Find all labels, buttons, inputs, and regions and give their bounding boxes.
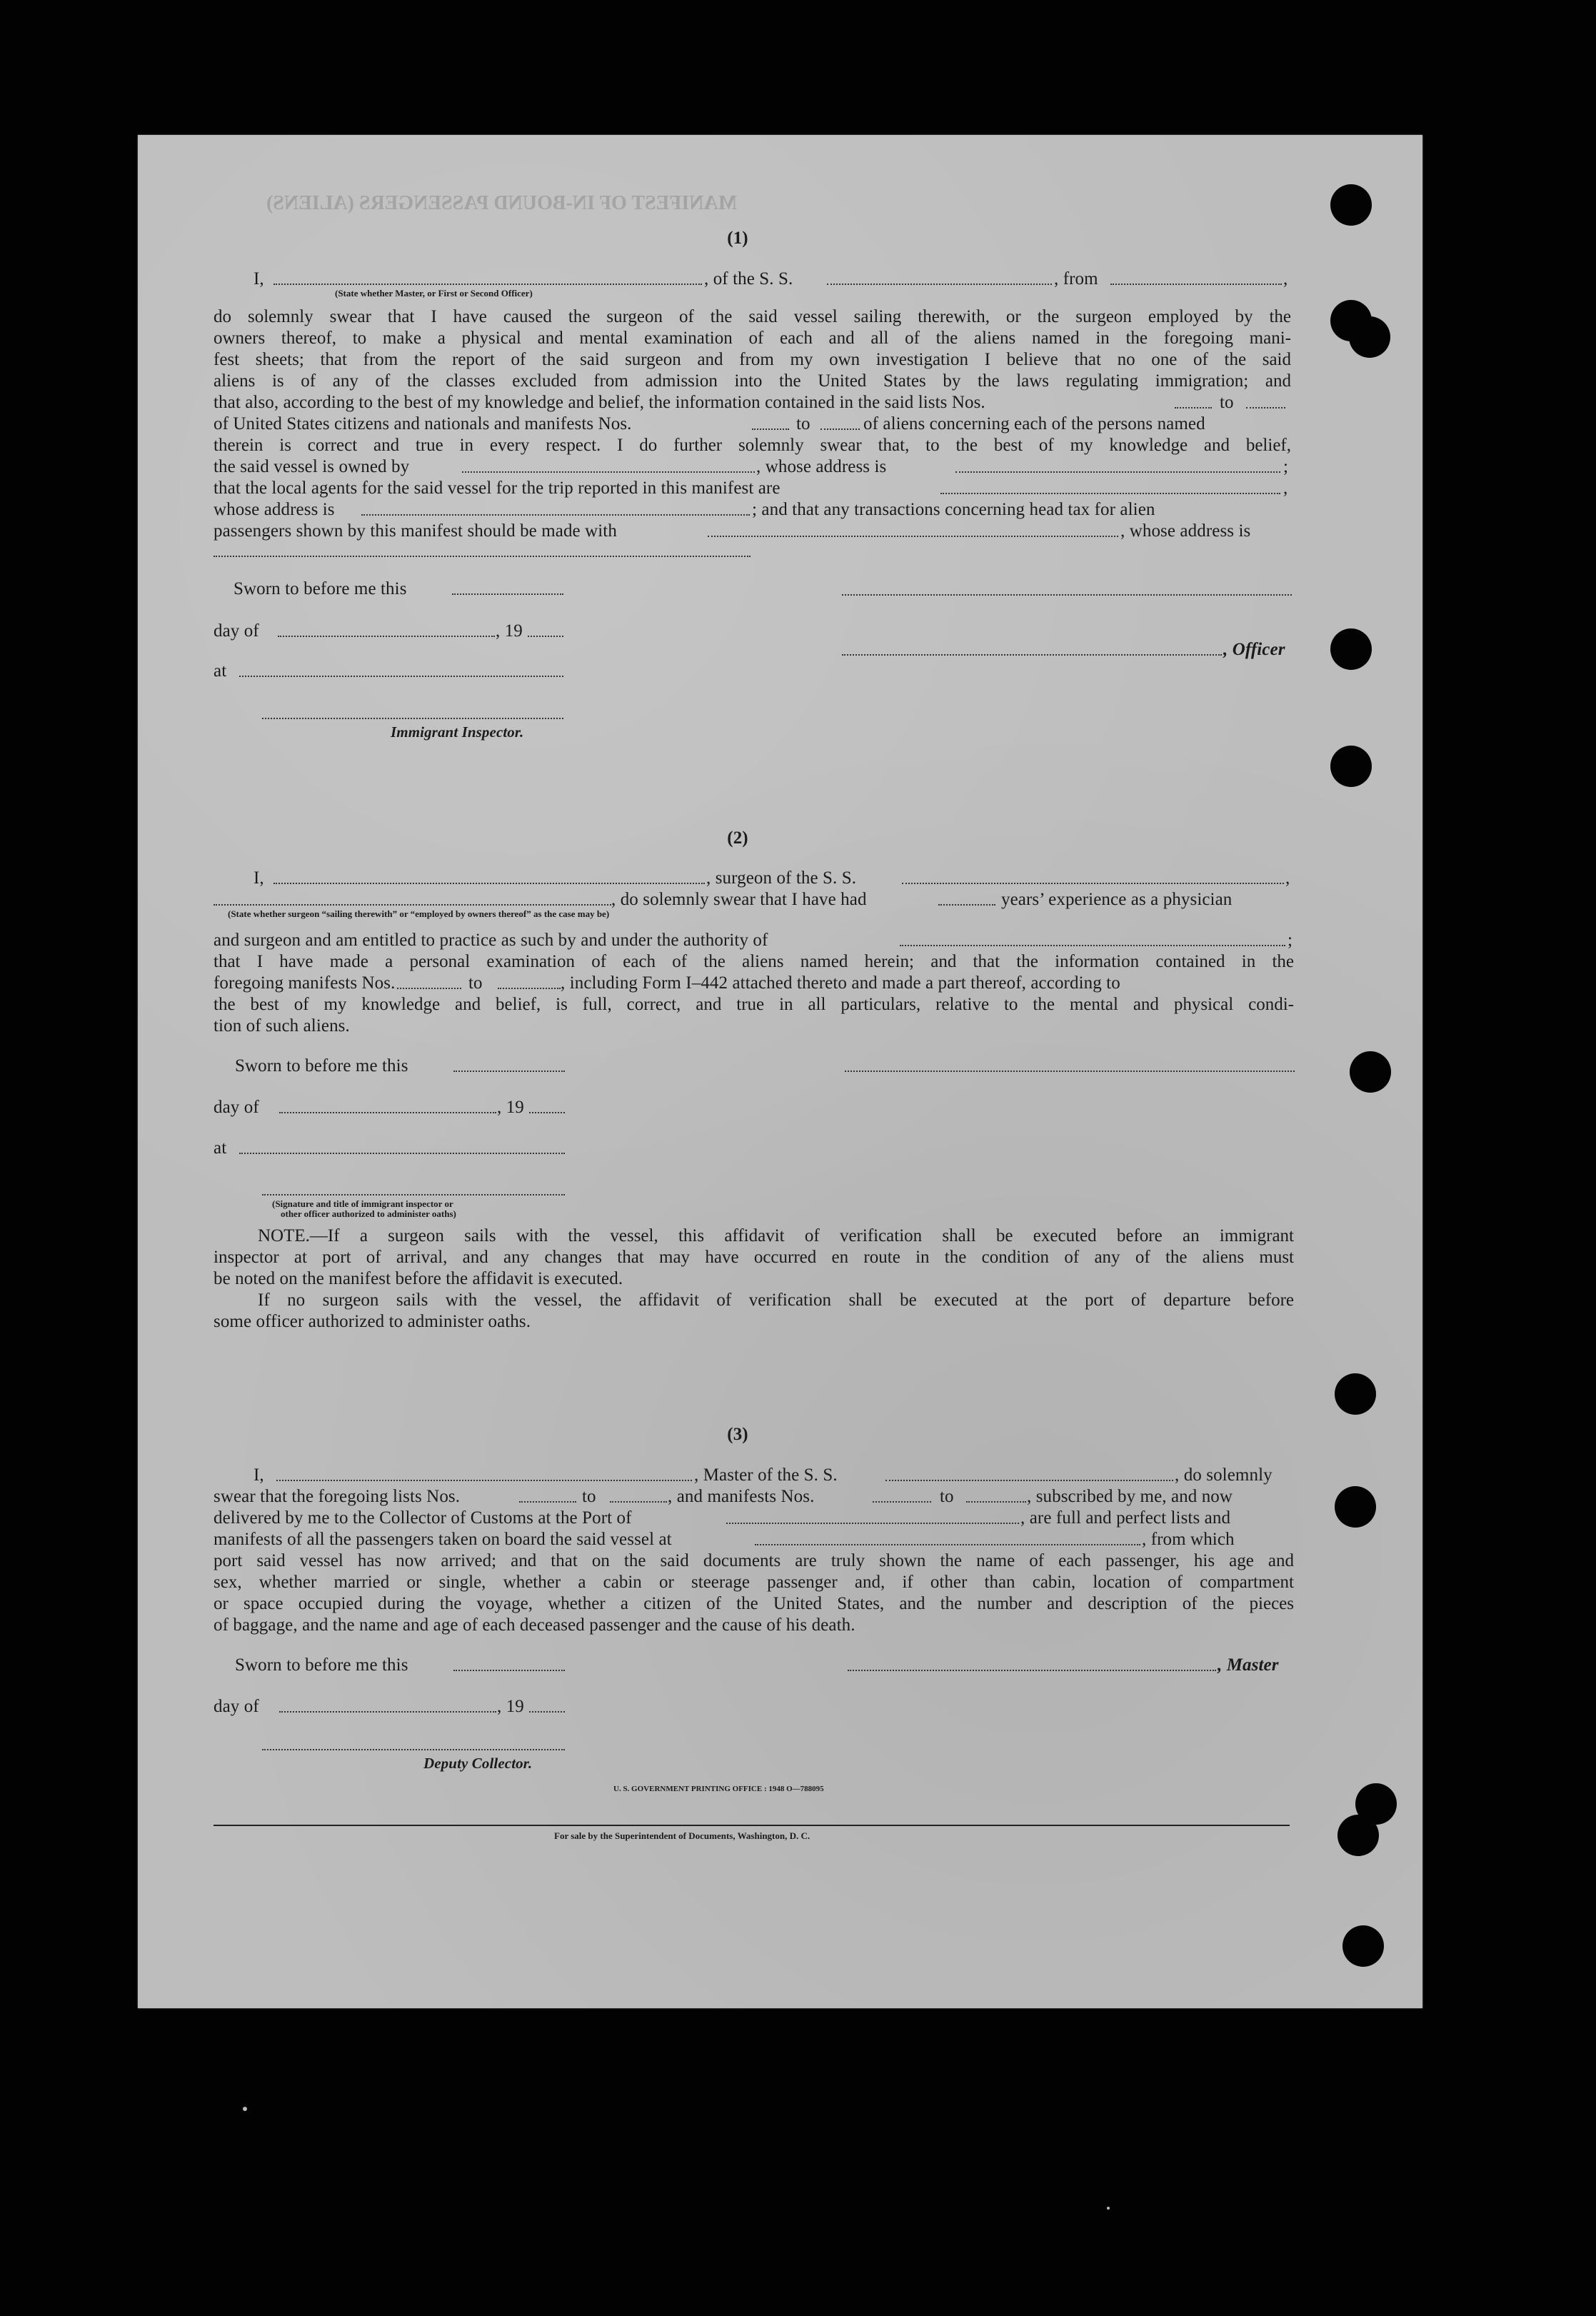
s2-note: NOTE.—If a surgeon sails with the vessel, this affidavit of verification shall be executed before an immigrant inspector at port of arrival, and any changes that may have occurred en route in the condition of any of the aliens must xyxy=(214,1226,1294,1267)
s3-month-blank[interactable] xyxy=(279,1711,496,1713)
s2-sailing-blank[interactable] xyxy=(214,904,611,906)
s2-sworn: Sworn to before me this xyxy=(235,1056,408,1076)
s2-surgeon-blank[interactable] xyxy=(273,883,705,884)
s2-sub-note: (State whether surgeon “sailing therewith” or “employed by owners thereof” as the case may be) xyxy=(228,908,610,919)
s2-years-blank[interactable] xyxy=(938,904,995,906)
s3-master-blank[interactable] xyxy=(276,1480,692,1481)
binder-hole xyxy=(1350,1051,1391,1093)
s1-paragraph: do solemnly swear that I have caused the surgeon of the said vessel sailing therewith, or the surgeon employed by the owners thereof, to make a physical and mental examination of each and all of the aliens named in the foregoing mani- fest sheets; that from the report of the said surgeon and from my own investigation I believe that no one of the said aliens is of any of the classes excluded from admission into the United States by the laws regulating immigration; and xyxy=(214,307,1291,391)
form-page: MANIFEST OF IN-BOUND PASSENGERS (ALIENS) (1) I, , of the S. S. , from , (State whether Master, or First or Second Officer) do solemnly swear that I have caused the surgeon of the said vessel sailing therewith, or the surgeon employed by the owners thereof, to make a physical and mental examination of each and all of the aliens named in the foregoing mani- fest sheets; that from the report of the said surgeon and from my own investigation I believe that no one of the said aliens is of any of the classes excluded from admission into the United States by the laws regulating immigration; and that also, according to the best of my knowledge and belief, the information contained in the said lists Nos. to of United States citizens and nationals and manifests Nos. to of aliens concerning each of the persons named therein is correct and true in every respect. I do further solemnly swear that, to the best of my knowledge and belief, the said vessel is owned by , whose address is ; that the local agents for the said vessel for the trip reported in this manifest are , whose address is ; and that any transactions concerning head tax for alien passengers shown by this manifest should be made with , whose address is Sworn to before me this day of , 19 at Immigrant Inspector. , Officer (2) I, , surgeon of the S. S. , , do solemnly swear that I have had years’ experience as a physician (State whether surgeon “sailing therewith” or “employed by owners thereof” as the case may be) and surgeon and am entitled to practice as such by and under the authority of ; that I have made a personal examination of each of the aliens named herein; and that the information contained in the foregoing manifests Nos. to , including Form I–442 attached thereto and made a part thereof, according to the best of my knowledge and belief, is full, correct, and true in all particulars, relative to the mental and physical condi- tion of such aliens. Sworn to before me this day of , 19 at (Signature and title of immigrant inspector or other officer authorized to administer oaths) NOTE.—If a surgeon sails with the vessel, this affidavit of verification shall be executed before an immigrant inspector at port of arrival, and any changes that may have occurred en route in the condition of any of the aliens must be noted on the manifest before the affidavit is executed. If no surgeon sails with the vessel, the affidavit of verification shall be executed at the port of departure before some officer authorized to administer oaths. (3) I, , Master of the S. S. , do solemnly swear that the foregoing lists Nos. to , and manifests Nos. to , subscribed by me, and now delivered by me to the Collector of Customs at the Port of , are full and perfect lists and manifests of all the passengers taken on board the said vessel at , from which port said vessel has now arrived; and that on the said documents are truly shown the name of each passenger, his age and sex, whether married or single, whether a cabin or steerage passenger and, if other than cabin, location of compartment or space occupied during the voyage, whether a citizen of the United States, and the number and description of the pieces of baggage, and the name and age of each deceased passenger and the cause of his death. Sworn to before me this , Master day of , 19 Deputy Collector. U. S. GOVERNMENT PRINTING OFFICE : 1948 O—788095 For sale by the Superintendent of Documents, Washington, D. C. xyxy=(138,135,1422,2008)
s1-at-blank[interactable] xyxy=(239,676,563,677)
s2-vessel-blank[interactable] xyxy=(902,883,1284,884)
s1-month-blank[interactable] xyxy=(278,636,495,637)
binder-hole xyxy=(1342,1925,1384,1967)
section-number-2: (2) xyxy=(727,828,748,848)
s1-sworn: Sworn to before me this xyxy=(234,579,407,598)
s2-month-blank[interactable] xyxy=(279,1112,496,1113)
s3-port-blank[interactable] xyxy=(726,1523,1019,1524)
s2-surgeon-signature[interactable] xyxy=(845,1071,1295,1072)
s1-agents-blank[interactable] xyxy=(940,493,1280,494)
s3-paragraph: port said vessel has now arrived; and that on the said documents are truly shown the name of each passenger, his age and sex, whether married or single, whether a cabin or steerage passenger and, if other than cabin, location of compartment or space occupied during the voyage, whether a citizen of the United States, and the number and description of the pieces xyxy=(214,1551,1294,1613)
s2-manifest-to-blank[interactable] xyxy=(498,988,561,989)
s1-headtax-address-blank[interactable] xyxy=(214,556,751,557)
s1-manifest-to-blank[interactable] xyxy=(820,428,860,430)
binder-hole xyxy=(1337,1815,1379,1856)
s2-manifest-from-blank[interactable] xyxy=(397,988,461,989)
binder-hole xyxy=(1335,1373,1376,1415)
binder-hole xyxy=(1349,316,1390,358)
binder-hole xyxy=(1330,628,1372,670)
sale-imprint: For sale by the Superintendent of Documents, Washington, D. C. xyxy=(554,1830,810,1841)
s1-inspector-label: Immigrant Inspector. xyxy=(391,723,524,741)
section-number-3: (3) xyxy=(727,1425,748,1444)
s3-sworn-day-blank[interactable] xyxy=(453,1670,565,1671)
s3-manifest-from-blank[interactable] xyxy=(873,1501,931,1503)
s2-year-blank[interactable] xyxy=(529,1112,565,1113)
s2-authority-blank[interactable] xyxy=(900,945,1285,946)
s1-of-ss: , of the S. S. xyxy=(704,269,793,289)
s1-manifest-from-blank[interactable] xyxy=(752,428,789,430)
bleed-through-title: MANIFEST OF IN-BOUND PASSENGERS (ALIENS) xyxy=(266,192,738,214)
s3-year-blank[interactable] xyxy=(529,1711,565,1713)
s1-from-blank[interactable] xyxy=(1110,284,1282,285)
s3-manifest-to-blank[interactable] xyxy=(966,1501,1026,1503)
s1-from: , from xyxy=(1054,269,1098,289)
s1-vessel-blank[interactable] xyxy=(827,284,1052,285)
binder-hole xyxy=(1330,184,1372,226)
s2-sworn-day-blank[interactable] xyxy=(453,1071,565,1072)
s1-officer-blank[interactable] xyxy=(273,284,702,285)
s1-lists-to-blank[interactable] xyxy=(1246,407,1285,408)
s3-master-signature[interactable] xyxy=(848,1670,1216,1671)
s3-boarded-at-blank[interactable] xyxy=(755,1544,1140,1545)
s3-sworn: Sworn to before me this xyxy=(235,1655,408,1675)
s1-I: I, xyxy=(254,269,264,289)
s1-officer-signature-1[interactable] xyxy=(842,594,1292,596)
s3-lists-from-blank[interactable] xyxy=(519,1501,576,1503)
s1-inspector-signature[interactable] xyxy=(262,718,563,719)
s1-owner-address-blank[interactable] xyxy=(955,471,1280,473)
s1-sub-note: (State whether Master, or First or Second Officer) xyxy=(335,288,533,299)
s1-headtax-blank[interactable] xyxy=(708,536,1118,537)
s3-vessel-blank[interactable] xyxy=(885,1480,1173,1481)
s1-lists-from-blank[interactable] xyxy=(1175,407,1212,408)
s1-year-blank[interactable] xyxy=(528,636,563,637)
section-number-1: (1) xyxy=(727,229,748,248)
s3-deputy-label: Deputy Collector. xyxy=(423,1755,533,1772)
s2-inspector-signature[interactable] xyxy=(262,1194,565,1195)
footer-rule xyxy=(214,1825,1290,1826)
s2-at-blank[interactable] xyxy=(239,1153,565,1154)
binder-hole xyxy=(1335,1486,1376,1528)
s1-owner-blank[interactable] xyxy=(462,471,755,473)
gpo-imprint: U. S. GOVERNMENT PRINTING OFFICE : 1948 O—788095 xyxy=(613,1785,824,1793)
s1-sworn-day-blank[interactable] xyxy=(452,593,563,595)
s1-officer-label: , Officer xyxy=(1223,640,1285,659)
s3-lists-to-blank[interactable] xyxy=(610,1501,667,1503)
s1-officer-signature-2[interactable] xyxy=(842,654,1222,656)
binder-hole xyxy=(1330,746,1372,787)
s1-agents-address-blank[interactable] xyxy=(361,514,750,516)
s3-collector-signature[interactable] xyxy=(262,1749,565,1750)
s3-master-label: , Master xyxy=(1218,1655,1279,1675)
